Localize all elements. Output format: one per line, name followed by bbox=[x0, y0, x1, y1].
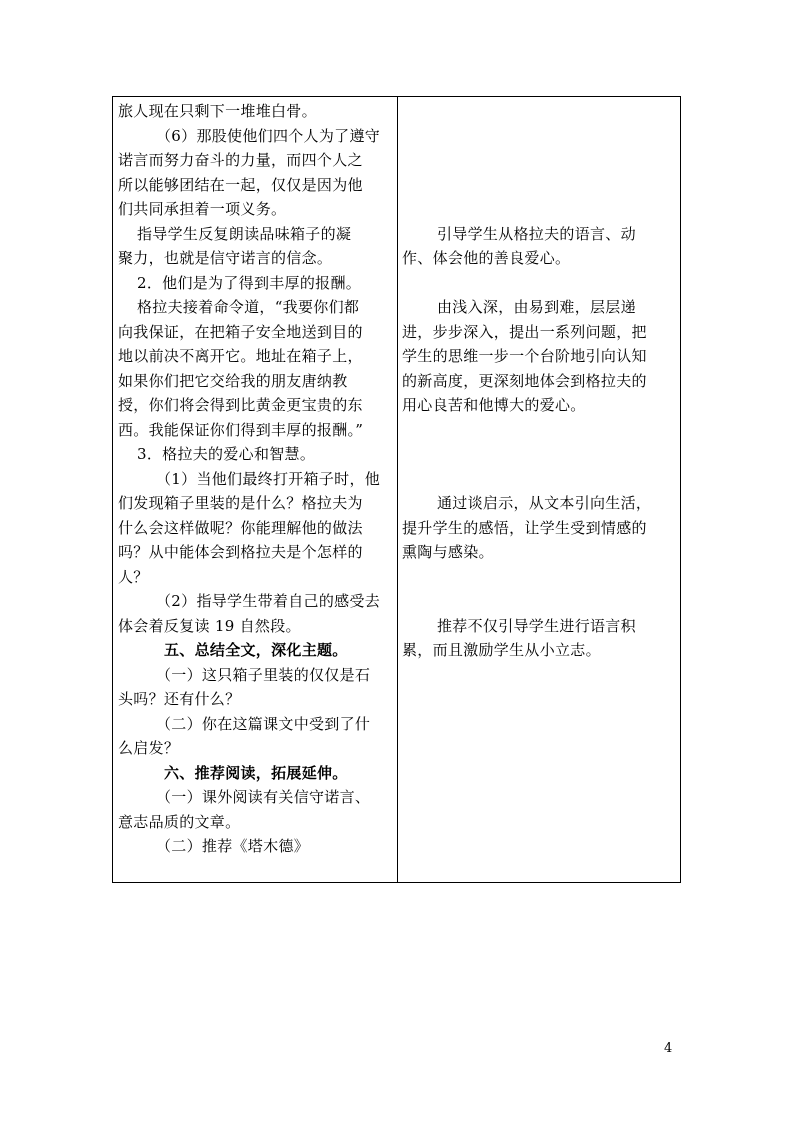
design-note-line: 通过谈启示，从文本引向生活， bbox=[437, 494, 652, 512]
paragraph-line: 地以前决不离开它。地址在箱子上， bbox=[118, 347, 363, 365]
blank-line bbox=[402, 565, 677, 590]
blank-line bbox=[402, 589, 677, 614]
paragraph-line: 西。我能保证你们得到丰厚的报酬。” bbox=[118, 420, 364, 439]
design-note-line: 提升学生的感悟，让学生受到情感的 bbox=[402, 518, 647, 537]
paragraph-line: （2）指导学生带着自己的感受去 bbox=[156, 592, 381, 610]
page-number: 4 bbox=[664, 1041, 673, 1056]
paragraph-line: 人？ bbox=[118, 567, 149, 586]
paragraph-line: 授，你们将会得到比黄金更宝贵的东 bbox=[118, 396, 363, 414]
design-note-line: 由浅入深，由易到难，层层递 bbox=[437, 298, 636, 316]
design-note-line: 进，步步深入，提出一系列问题，把 bbox=[402, 322, 647, 341]
paragraph-line: 吗？从中能体会到格拉夫是个怎样的 bbox=[118, 543, 363, 561]
paragraph-line: 头吗？还有什么？ bbox=[118, 690, 241, 708]
blank-line bbox=[402, 148, 677, 173]
blank-line bbox=[402, 442, 677, 467]
section-heading: 五、总结全文，深化主题。 bbox=[164, 641, 348, 659]
paragraph-line: 格拉夫接着命令道，“我要你们都 bbox=[137, 298, 360, 316]
paragraph-line: （一）课外阅读有关信守诺言、 bbox=[156, 788, 371, 806]
design-note-line: 作、体会他的善良爱心。 bbox=[402, 249, 571, 267]
paragraph-line: 们发现箱子里装的是什么？格拉夫为 bbox=[118, 494, 363, 512]
paragraph-line: （1）当他们最终打开箱子时，他 bbox=[156, 469, 381, 488]
paragraph-line: 如果你们把它交给我的朋友唐纳教 bbox=[118, 371, 348, 390]
paragraph-line: （二）你在这篇课文中受到了什 bbox=[156, 714, 371, 733]
blank-line bbox=[402, 467, 677, 492]
paragraph-line: 2．他们是为了得到丰厚的报酬。 bbox=[137, 273, 362, 292]
paragraph-line: （6）那股使他们四个人为了遵守 bbox=[156, 126, 381, 145]
paragraph-line: 体会着反复读 19 自然段。 bbox=[118, 616, 301, 635]
lesson-plan-table bbox=[112, 96, 681, 883]
paragraph-line: 所以能够团结在一起，仅仅是因为他 bbox=[118, 175, 363, 194]
paragraph-line: 么启发？ bbox=[118, 739, 180, 757]
design-intent-column bbox=[402, 99, 677, 663]
paragraph-line: 指导学生反复朗读品味箱子的凝 bbox=[137, 224, 352, 243]
paragraph-line: （二）推荐《塔木德》 bbox=[156, 837, 310, 855]
paragraph-line: 们共同承担着一项义务。 bbox=[118, 200, 287, 218]
paragraph-line: （一）这只箱子里装的仅仅是石 bbox=[156, 665, 371, 684]
design-note-line: 学生的思维一步一个台阶地引向认知 bbox=[402, 347, 647, 365]
design-note-line: 熏陶与感染。 bbox=[402, 543, 494, 561]
blank-line bbox=[402, 124, 677, 149]
paragraph-line: 什么会这样做呢？你能理解他的做法 bbox=[118, 518, 363, 537]
paragraph-line: 向我保证，在把箱子安全地送到目的 bbox=[118, 322, 363, 341]
blank-line bbox=[402, 418, 677, 443]
blank-line bbox=[402, 271, 677, 296]
blank-line bbox=[402, 197, 677, 222]
design-note-line: 累，而且激励学生从小立志。 bbox=[402, 641, 601, 659]
paragraph-line: 意志品质的文章。 bbox=[118, 812, 241, 831]
section-heading: 六、推荐阅读，拓展延伸。 bbox=[164, 763, 348, 782]
blank-line bbox=[402, 99, 677, 124]
design-note-line: 的新高度，更深刻地体会到格拉夫的 bbox=[402, 371, 647, 390]
paragraph-line: 旅人现在只剩下一堆堆白骨。 bbox=[118, 102, 317, 120]
design-note-line: 推荐不仅引导学生进行语言积 bbox=[437, 616, 636, 635]
blank-line bbox=[402, 173, 677, 198]
design-note-line: 用心良苦和他博大的爱心。 bbox=[402, 396, 586, 414]
design-note-line: 引导学生从格拉夫的语言、动 bbox=[437, 224, 636, 243]
teaching-process-column bbox=[118, 99, 394, 859]
paragraph-line: 3．格拉夫的爱心和智慧。 bbox=[137, 445, 316, 463]
paragraph-line: 诺言而努力奋斗的力量，而四个人之 bbox=[118, 151, 363, 169]
paragraph-line: 聚力，也就是信守诺言的信念。 bbox=[118, 249, 333, 267]
column-divider bbox=[397, 97, 398, 882]
